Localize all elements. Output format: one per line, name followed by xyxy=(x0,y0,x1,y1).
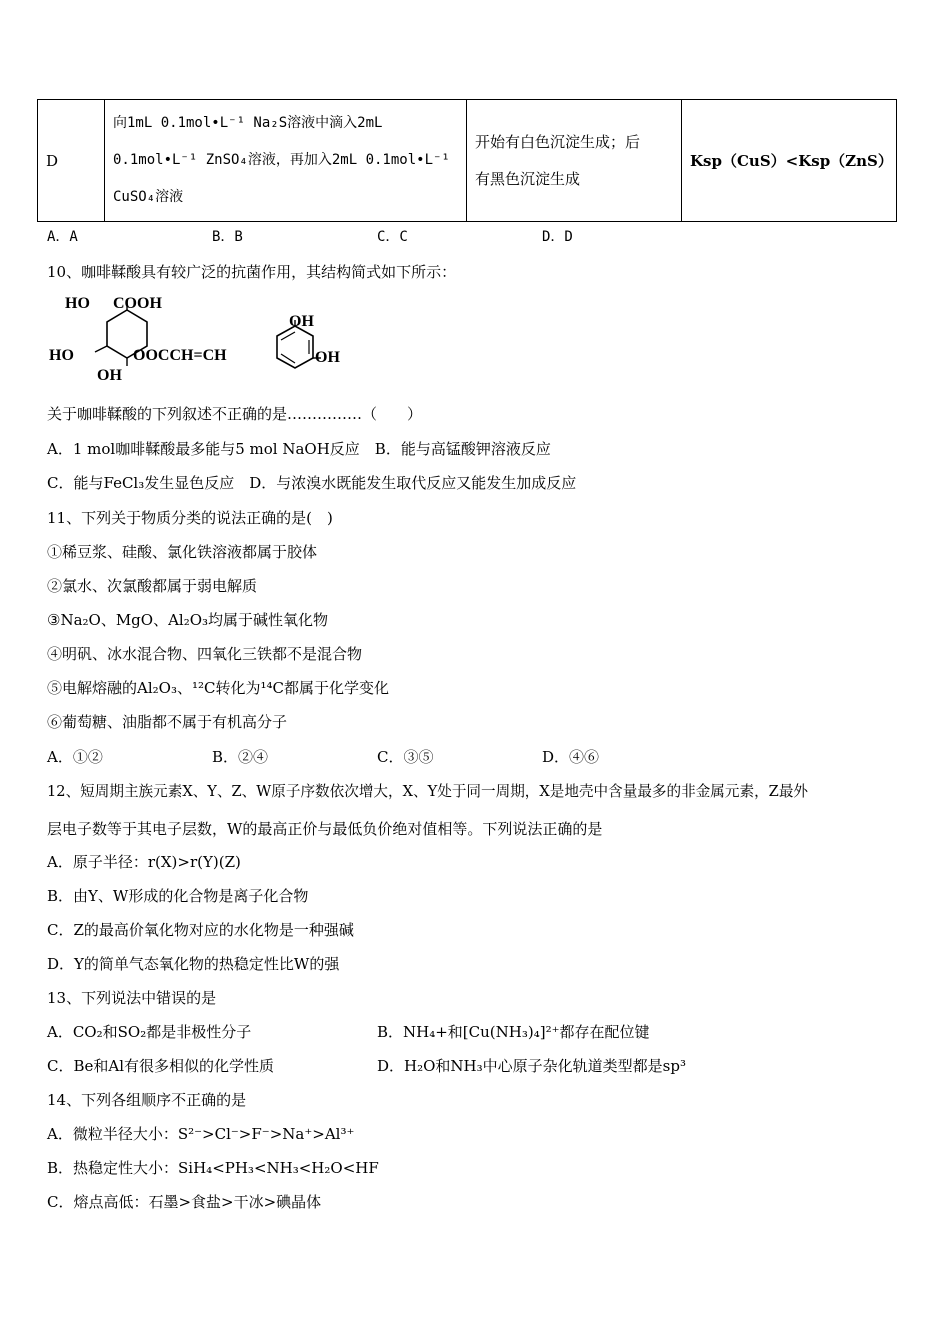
q12-stem-line-1: 12、短周期主族元素X、Y、Z、W原子序数依次增大，X、Y处于同一周期，X是地壳中含量最多的非金属元素，Z最外 xyxy=(47,783,809,800)
q11-item-6: ⑥葡萄糖、油脂都不属于有机高分子 xyxy=(47,713,288,731)
q12-option-c: C．Z的最高价氧化物对应的水化物是一种强碱 xyxy=(47,921,354,939)
table-row xyxy=(38,100,897,222)
q11-option-d: D．④⑥ xyxy=(542,748,600,766)
q14-option-a: A．微粒半径大小：S²⁻>Cl⁻>F⁻>Na⁺>Al³⁺ xyxy=(47,1125,355,1143)
q10-options-cd xyxy=(47,472,576,493)
q11-option-c: C．③⑤ xyxy=(377,748,434,766)
conclusion: Ksp（CuS）<Ksp（ZnS） xyxy=(690,152,893,170)
q14-option-c: C．熔点高低：石墨>食盐>干冰>碘晶体 xyxy=(47,1193,322,1211)
q12-option-a: A．原子半径：r(X)>r(Y)(Z) xyxy=(47,853,241,871)
q13-stem: 13、下列说法中错误的是 xyxy=(47,989,217,1007)
q12-option-b: B．由Y、W形成的化合物是离子化合物 xyxy=(47,887,309,905)
q11-item-1: ①稀豆浆、硅酸、氯化铁溶液都属于胶体 xyxy=(47,543,318,561)
experiment-table xyxy=(37,99,897,222)
q9-option-c: C．C xyxy=(377,229,408,245)
q11-item-3: ③Na₂O、MgO、Al₂O₃均属于碱性氧化物 xyxy=(47,611,329,629)
label-oh-ring-top: OH xyxy=(289,313,314,330)
q11-item-5: ⑤电解熔融的Al₂O₃、¹²C转化为¹⁴C都属于化学变化 xyxy=(47,679,389,697)
operation-cell xyxy=(105,100,467,222)
q9-option-a: A．A xyxy=(47,229,78,245)
q10-option-a: A．1 mol咖啡鞣酸最多能与5 mol NaOH反应 xyxy=(47,440,360,458)
q10-question: 关于咖啡鞣酸的下列叙述不正确的是……………（ ） xyxy=(47,405,423,423)
q10-options-ab xyxy=(47,438,551,459)
q9-options xyxy=(47,226,707,246)
phenomenon-line-2: 有黑色沉淀生成 xyxy=(475,169,581,188)
q14-stem: 14、下列各组顺序不正确的是 xyxy=(47,1091,247,1109)
q12-option-d: D．Y的简单气态氧化物的热稳定性比W的强 xyxy=(47,955,340,973)
q11-item-4: ④明矾、冰水混合物、四氧化三铁都不是混合物 xyxy=(47,645,363,663)
q13-option-d: D．H₂O和NH₃中心原子杂化轨道类型都是sp³ xyxy=(377,1057,686,1075)
row-label: D xyxy=(46,151,59,170)
q11-option-b: B．②④ xyxy=(212,748,269,766)
phenomenon-cell xyxy=(467,100,682,222)
q9-option-d: D．D xyxy=(542,229,573,245)
q10-stem: 10、咖啡鞣酸具有较广泛的抗菌作用，其结构简式如下所示： xyxy=(47,263,457,281)
q14-option-b: B．热稳定性大小：SiH₄<PH₃<NH₃<H₂O<HF xyxy=(47,1159,379,1177)
q10-option-d: D．与浓溴水既能发生取代反应又能发生加成反应 xyxy=(249,474,577,492)
operation-line-3: CuSO₄溶液 xyxy=(113,189,184,205)
q13-option-c: C．Be和Al有很多相似的化学性质 xyxy=(47,1057,275,1075)
label-cooh: COOH xyxy=(113,295,162,312)
conclusion-cell xyxy=(682,100,897,222)
label-ho-top: HO xyxy=(65,295,90,312)
label-ho-left: HO xyxy=(49,347,74,364)
label-ester-chain: OOCCH=CH xyxy=(133,347,227,364)
label-oh-bottom: OH xyxy=(97,367,122,384)
caffeic-tannic-acid-structure xyxy=(45,290,355,390)
label-oh-ring-right: OH xyxy=(315,349,340,366)
operation-line-1: 向1mL 0.1mol•L⁻¹ Na₂S溶液中滴入2mL xyxy=(113,115,383,131)
row-label-cell xyxy=(38,100,105,222)
q10-option-b: B．能与高锰酸钾溶液反应 xyxy=(374,440,551,458)
q10-option-c: C．能与FeCl₃发生显色反应 xyxy=(47,474,235,492)
q11-item-2: ②氯水、次氯酸都属于弱电解质 xyxy=(47,577,258,595)
operation-line-2: 0.1mol•L⁻¹ ZnSO₄溶液，再加入2mL 0.1mol•L⁻¹ xyxy=(113,152,450,168)
phenomenon-line-1: 开始有白色沉淀生成；后 xyxy=(475,132,641,151)
q9-option-b: B．B xyxy=(212,229,243,245)
q11-stem: 11、下列关于物质分类的说法正确的是( ) xyxy=(47,509,333,527)
q13-option-a: A．CO₂和SO₂都是非极性分子 xyxy=(47,1023,252,1041)
q13-option-b: B．NH₄+和[Cu(NH₃)₄]²⁺都存在配位键 xyxy=(377,1023,650,1041)
q12-stem-line-2: 层电子数等于其电子层数，W的最高正价与最低负价绝对值相等。下列说法正确的是 xyxy=(47,820,603,838)
q11-options xyxy=(47,746,707,767)
bond-left xyxy=(95,346,107,352)
q11-option-a: A．①② xyxy=(47,748,103,766)
